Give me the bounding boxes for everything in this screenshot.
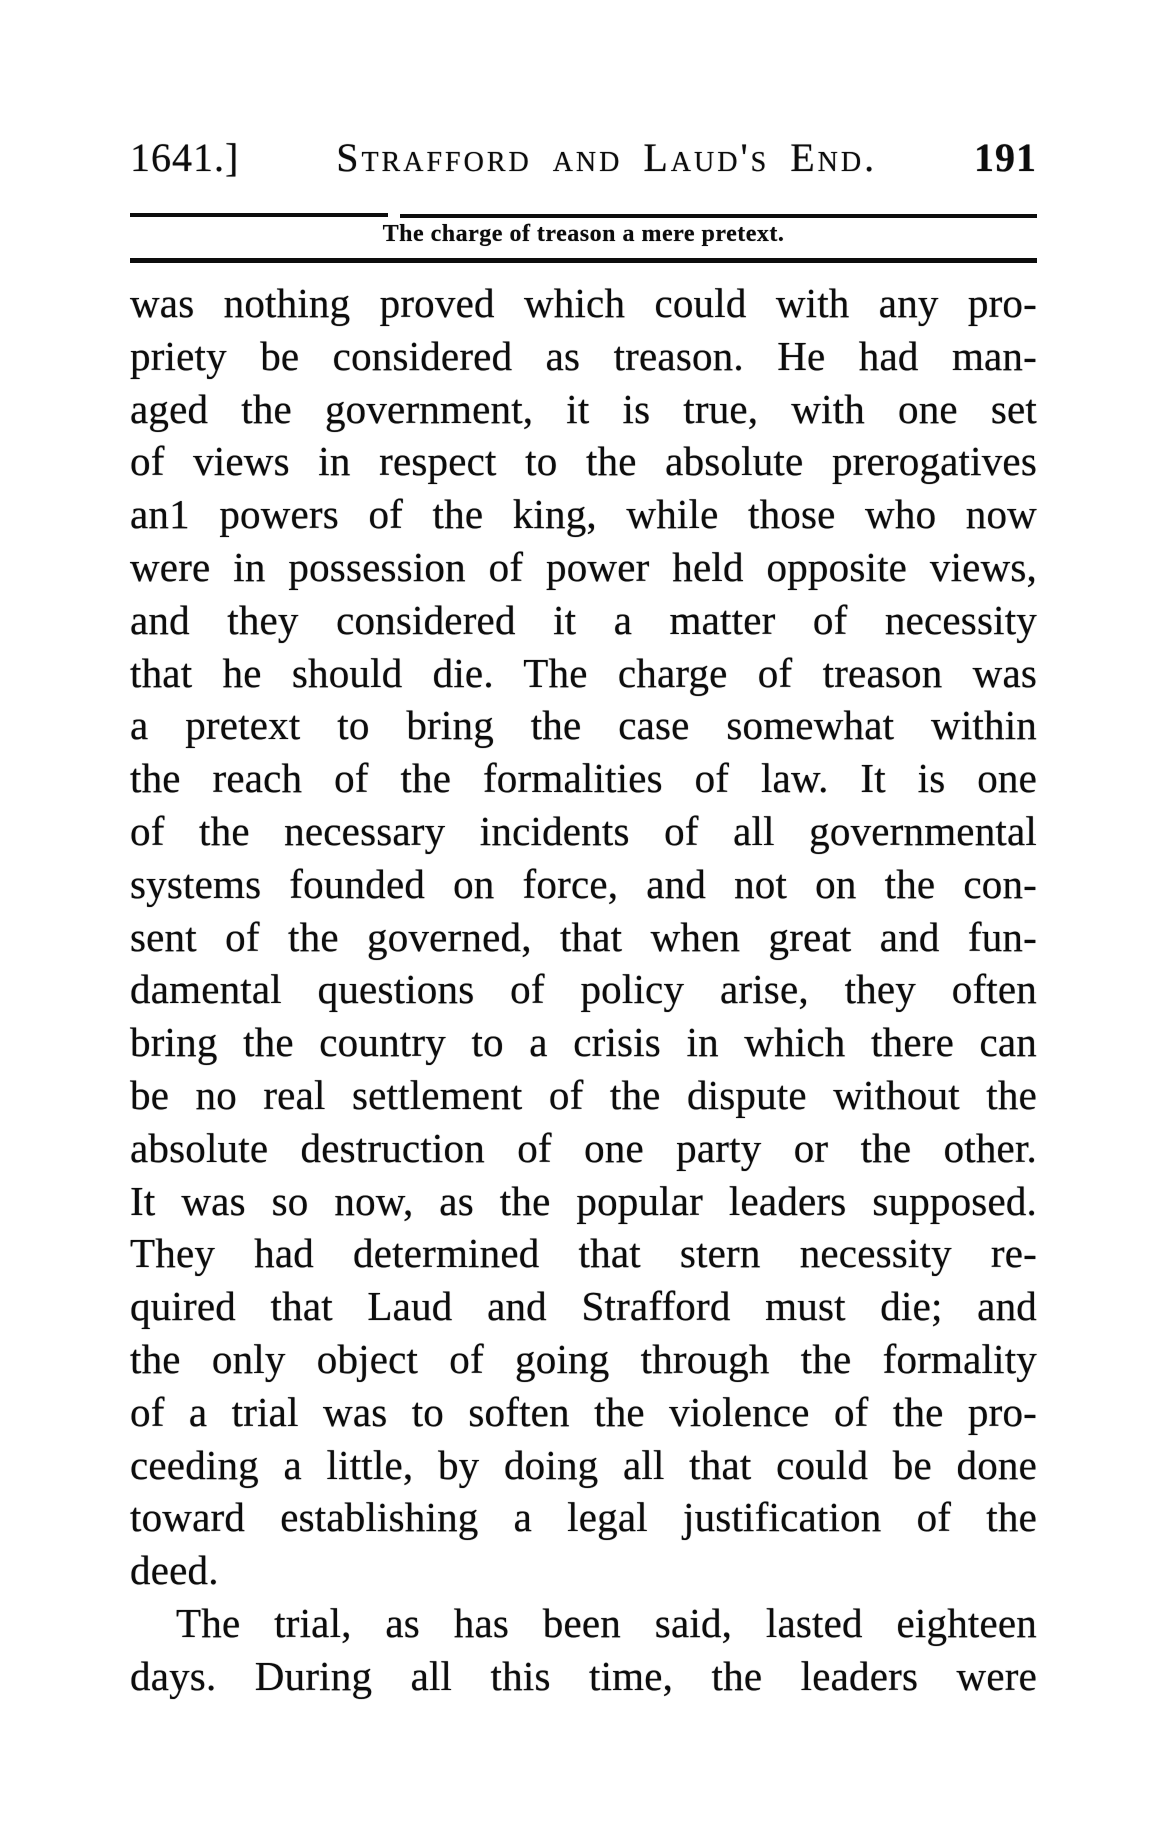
text-line: quired that Laud and Strafford must die; and — [130, 1283, 1037, 1330]
header-page-number: 191 — [974, 135, 1037, 180]
text-line: of the necessary incidents of all governmental — [130, 807, 1037, 854]
text-line: toward establishing a legal justification of the — [130, 1494, 1037, 1541]
page-body — [130, 277, 1037, 1703]
text-line: absolute destruction of one party or the other. — [130, 1124, 1037, 1171]
header-title: Strafford and Laud's End. — [336, 135, 878, 180]
text-line: and they considered it a matter of necessity — [130, 596, 1037, 643]
text-line: deed. — [130, 1547, 219, 1594]
text-line: days. During all this time, the leaders were — [130, 1652, 1037, 1699]
text-line: damental questions of policy arise, they often — [130, 966, 1037, 1013]
running-subtitle: The charge of treason a mere pretext. — [382, 221, 785, 247]
text-line: The trial, as has been said, lasted eighteen — [176, 1599, 1037, 1646]
text-line: the reach of the formalities of law. It is one — [130, 755, 1037, 802]
header-rule-top-left-segment — [130, 213, 388, 217]
text-line: was nothing proved which could with any pro- — [130, 280, 1037, 326]
text-line: a pretext to bring the case somewhat within — [130, 702, 1037, 749]
text-line: aged the government, it is true, with one set — [130, 385, 1037, 432]
text-line: the only object of going through the formality — [130, 1335, 1037, 1382]
text-line: were in possession of power held opposite views, — [130, 543, 1037, 590]
text-line: They had determined that stern necessity re- — [130, 1230, 1037, 1277]
page-header — [130, 134, 1037, 181]
text-line: systems founded on force, and not on the con- — [130, 860, 1037, 907]
text-line: of a trial was to soften the violence of the pro- — [130, 1388, 1037, 1435]
header-year-label: 1641.] — [130, 135, 240, 180]
text-line: that he should die. The charge of treason was — [130, 649, 1037, 696]
header-rule-bottom — [130, 258, 1037, 263]
text-line: be no real settlement of the dispute without the — [130, 1071, 1037, 1118]
text-line: an1 powers of the king, while those who now — [130, 491, 1037, 538]
text-line: ceeding a little, by doing all that could be done — [130, 1441, 1037, 1488]
text-line: It was so now, as the popular leaders supposed. — [130, 1177, 1037, 1224]
header-rule-top-right-segment — [400, 214, 1037, 218]
text-line: of views in respect to the absolute prerogatives — [130, 438, 1037, 485]
text-line: priety be considered as treason. He had man- — [130, 332, 1037, 379]
text-line: bring the country to a crisis in which there can — [130, 1019, 1037, 1066]
text-line: sent of the governed, that when great and fun- — [130, 913, 1037, 960]
